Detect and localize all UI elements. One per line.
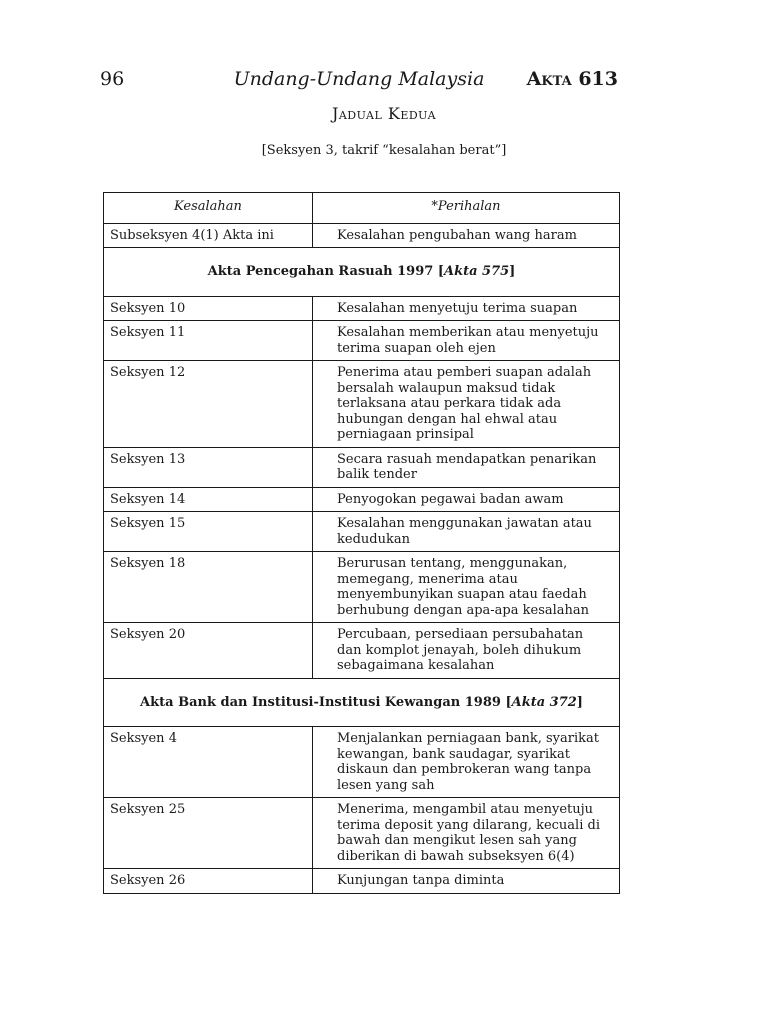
description-cell: Berurusan tentang, menggunakan, memegang, menerima atau menyembunyikan suapan atau faedah berhubung dengan apa-apa kesalahan (313, 552, 620, 623)
offence-cell: Seksyen 11 (104, 321, 313, 361)
description-cell: Menjalankan perniagaan bank, syarikat kewangan, bank saudagar, syarikat diskaun dan pembrokeran wang tanpa lesen yang sah (313, 727, 620, 798)
description-cell: Kunjungan tanpa diminta (313, 869, 620, 894)
header-description: *Perihalan (313, 193, 620, 224)
offence-cell: Seksyen 10 (104, 296, 313, 321)
act-reference (527, 68, 618, 90)
description-cell: Kesalahan menggunakan jawatan atau kedudukan (313, 512, 620, 552)
offence-cell: Seksyen 12 (104, 361, 313, 448)
section-act: Akta 575 (443, 264, 510, 279)
description-cell: Kesalahan pengubahan wang haram (313, 223, 620, 248)
header-offence: Kesalahan (104, 193, 313, 224)
table-row (104, 623, 620, 679)
description-cell: Kesalahan menyetuju terima suapan (313, 296, 620, 321)
table-row (104, 869, 620, 894)
act-prefix: Akta (526, 68, 572, 90)
offence-cell: Seksyen 20 (104, 623, 313, 679)
description-cell: Percubaan, persediaan persubahatan dan komplot jenayah, boleh dihukum sebagaimana kesalahan (313, 623, 620, 679)
section-heading-row (104, 678, 620, 727)
table-row (104, 727, 620, 798)
section-act: Akta 372 (511, 694, 577, 710)
table-row (104, 798, 620, 869)
description-cell: Menerima, mengambil atau menyetuju terima deposit yang dilarang, kecuali di bawah dan mengikut lesen sah yang diberikan di bawah subseksyen 6(4) (313, 798, 620, 869)
section-heading (104, 678, 620, 727)
running-title: Undang-Undang Malaysia (233, 68, 485, 90)
offence-cell: Seksyen 13 (104, 447, 313, 487)
schedule-reference: [Seksyen 3, takrif “kesalahan berat”] (261, 143, 507, 158)
description-cell: Secara rasuah mendapatkan penarikan balik tender (313, 447, 620, 487)
description-cell: Penyogokan pegawai badan awam (313, 487, 620, 512)
section-bracket: ] (576, 694, 583, 710)
section-title: Akta Pencegahan Rasuah 1997 [ (207, 264, 444, 279)
description-cell: Kesalahan memberikan atau menyetuju terima suapan oleh ejen (313, 321, 620, 361)
section-heading (104, 248, 620, 297)
page-number: 96 (100, 68, 125, 90)
description-cell: Penerima atau pemberi suapan adalah bersalah walaupun maksud tidak terlaksana atau perkara tidak ada hubungan dengan hal ehwal atau perniagaan prinsipal (313, 361, 620, 448)
offences-table (103, 192, 620, 894)
table-row (104, 487, 620, 512)
section-heading-row (104, 248, 620, 297)
offence-cell: Seksyen 4 (104, 727, 313, 798)
schedule-title: Jadual Kedua (331, 104, 437, 123)
table-row (104, 361, 620, 448)
offence-cell: Seksyen 14 (104, 487, 313, 512)
offence-cell: Subseksyen 4(1) Akta ini (104, 223, 313, 248)
table-row (104, 223, 620, 248)
act-number: 613 (578, 68, 618, 90)
offence-cell: Seksyen 15 (104, 512, 313, 552)
page-header (100, 68, 618, 94)
table-row (104, 321, 620, 361)
table-row (104, 447, 620, 487)
offence-cell: Seksyen 25 (104, 798, 313, 869)
section-bracket: ] (509, 264, 516, 279)
table-row (104, 552, 620, 623)
table-row (104, 296, 620, 321)
table-row (104, 512, 620, 552)
offence-cell: Seksyen 18 (104, 552, 313, 623)
section-title: Akta Bank dan Institusi-Institusi Kewangan 1989 [ (140, 694, 512, 710)
offence-cell: Seksyen 26 (104, 869, 313, 894)
table-header-row (104, 193, 620, 224)
